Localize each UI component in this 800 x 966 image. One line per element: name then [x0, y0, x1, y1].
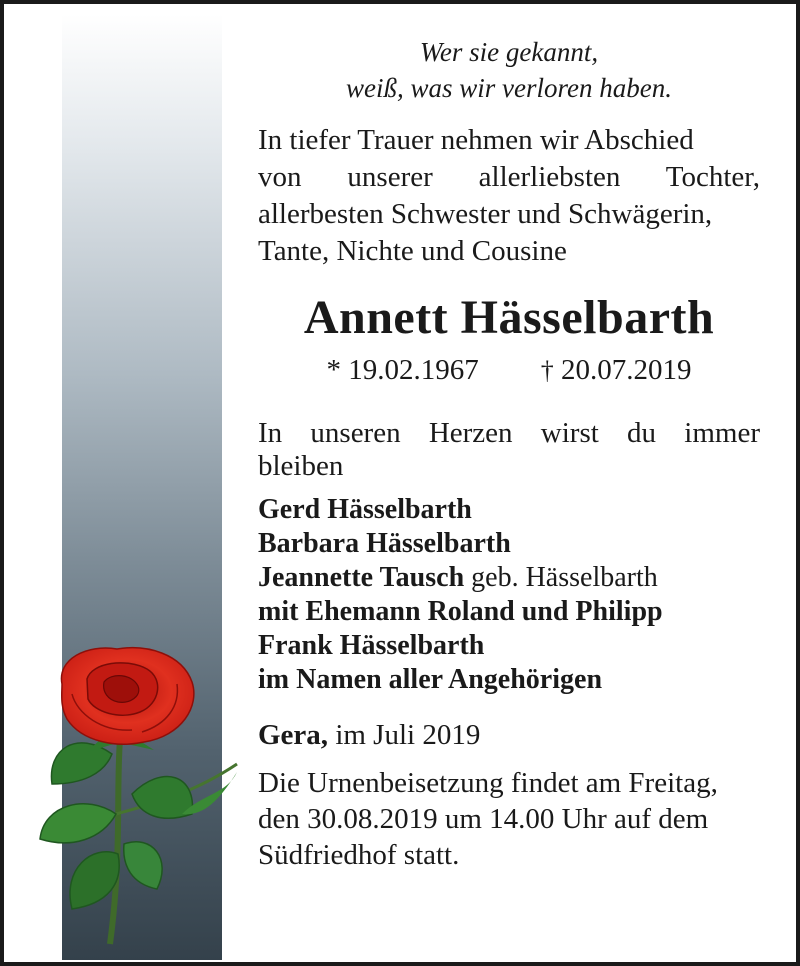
- intro-line: Tante, Nichte und Cousine: [258, 235, 567, 267]
- cross-icon: †: [540, 356, 554, 385]
- life-dates: [258, 352, 760, 389]
- birth-date-value: 19.02.1967: [348, 354, 479, 386]
- mourner-entry: [258, 561, 760, 595]
- intro-line: allerbesten Schwester und Schwägerin,: [258, 198, 713, 230]
- motto-text: [258, 417, 760, 483]
- place-and-date: [258, 717, 760, 753]
- mourner-name: Frank Hässelbarth: [258, 630, 485, 661]
- burial-line: Die Urnenbeisetzung findet am Freitag,: [258, 767, 718, 799]
- mourner-entry: [258, 629, 760, 663]
- deceased-name: Annett Hässelbarth: [303, 291, 715, 344]
- intro-line: von unserer allerliebsten Tochter,: [258, 161, 760, 193]
- mourner-entry: [258, 493, 760, 527]
- place-city: Gera,: [258, 719, 329, 751]
- burial-line: Südfriedhof statt.: [258, 839, 460, 871]
- motto-line: In unseren Herzen wirst du immer: [258, 417, 760, 449]
- mourner-name: Jeannette Tausch: [258, 562, 465, 593]
- mourner-entry: [258, 663, 760, 697]
- mourner-entry: [258, 527, 760, 561]
- red-rose-icon: [32, 644, 247, 964]
- death-date: [541, 352, 692, 389]
- mourner-name: im Namen aller Angehörigen: [258, 664, 603, 695]
- quote-line: weiß, was wir verloren haben.: [346, 73, 672, 103]
- memorial-quote: [258, 34, 760, 106]
- mourner-name: Gerd Hässelbarth: [258, 494, 472, 525]
- burial-line: den 30.08.2019 um 14.00 Uhr auf dem: [258, 803, 709, 835]
- mourner-entry: [258, 595, 760, 629]
- intro-text: [258, 122, 760, 270]
- motto-line: bleiben: [258, 450, 344, 482]
- mourner-name: Barbara Hässelbarth: [258, 528, 511, 559]
- quote-line: Wer sie gekannt,: [419, 37, 599, 67]
- burial-notice: [258, 765, 760, 873]
- intro-line: In tiefer Trauer nehmen wir Abschied: [258, 124, 694, 156]
- birth-star-icon: *: [326, 354, 341, 386]
- death-date-value: 20.07.2019: [561, 354, 692, 386]
- place-date: im Juli 2019: [328, 719, 481, 751]
- birth-date: [327, 352, 479, 389]
- mourner-suffix: geb. Hässelbarth: [464, 562, 658, 593]
- notice-text: [258, 34, 760, 873]
- mourners-list: [258, 493, 760, 697]
- mourner-name: mit Ehemann Roland und Philipp: [258, 596, 663, 627]
